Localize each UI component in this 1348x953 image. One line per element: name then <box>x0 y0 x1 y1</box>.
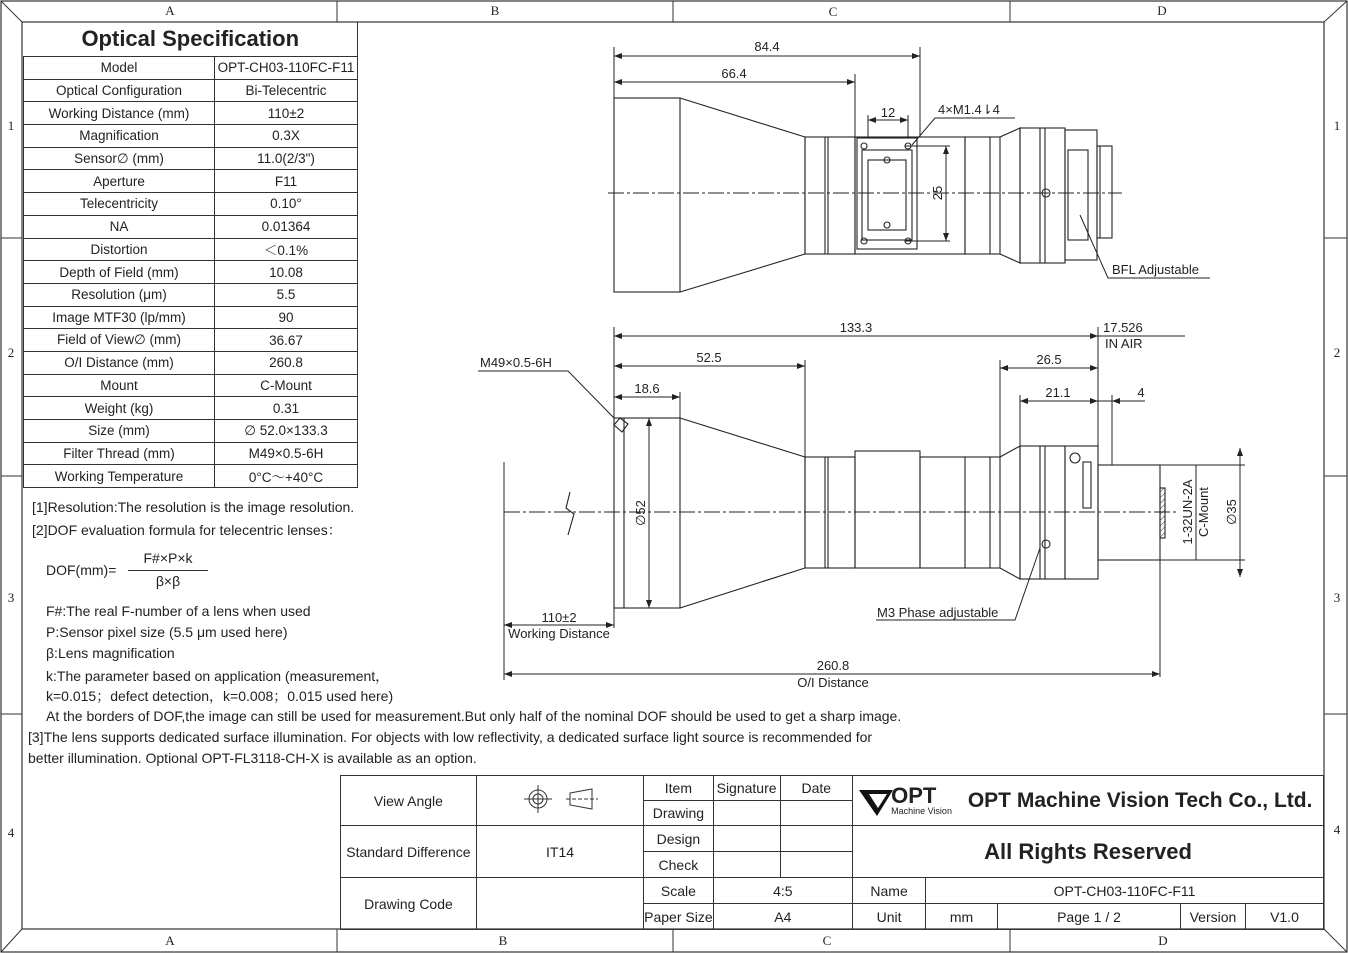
spec-value: 0°C～+40°C <box>215 465 358 488</box>
spec-label: Sensor∅ (mm) <box>24 147 215 170</box>
side-view <box>504 418 1178 608</box>
dof-numerator: F#×P×k <box>143 550 193 566</box>
dim-working-distance: 110±2 <box>541 610 577 625</box>
zone-col-a: A <box>165 3 175 18</box>
spec-value: 11.0(2/3") <box>215 147 358 170</box>
spec-value: Bi-Telecentric <box>215 79 358 102</box>
spec-value: 260.8 <box>215 351 358 374</box>
bfl-adjustable-label: BFL Adjustable <box>1112 262 1199 277</box>
spec-label: O/I Distance (mm) <box>24 351 215 374</box>
dim-17-526: 17.526 <box>1103 320 1143 335</box>
date-header: Date <box>780 776 853 801</box>
thread-unc-label: 1-32UN-2A <box>1180 479 1195 545</box>
version-label: Version <box>1180 904 1245 930</box>
dim-21-1: 21.1 <box>1045 385 1071 400</box>
spec-value: 90 <box>215 306 358 329</box>
spec-label: Weight (kg) <box>24 397 215 420</box>
spec-value: ∅ 52.0×133.3 <box>215 420 358 443</box>
name-label: Name <box>853 878 926 904</box>
all-rights-reserved: All Rights Reserved <box>853 826 1324 878</box>
item-header: Item <box>644 776 713 801</box>
zone-col-d-bottom: D <box>1158 933 1168 948</box>
note-p: P:Sensor pixel size (5.5 μm used here) <box>46 624 288 640</box>
dim-dia-35: ∅35 <box>1224 499 1239 525</box>
zone-col-c-bottom: C <box>822 933 832 948</box>
spec-value: F11 <box>215 170 358 193</box>
spec-value: 0.01364 <box>215 215 358 238</box>
view-angle-label: View Angle <box>341 776 477 826</box>
zone-row-3: 3 <box>7 590 15 605</box>
note-beta: β:Lens magnification <box>46 645 175 661</box>
thread-callout: M49×0.5-6H <box>480 355 552 370</box>
zone-row-2: 2 <box>7 345 15 360</box>
zone-row-2-right: 2 <box>1333 345 1341 360</box>
company-name: OPT Machine Vision Tech Co., Ltd. <box>967 788 1313 812</box>
paper-size-label: Paper Size <box>644 904 713 930</box>
zone-col-d: D <box>1157 3 1167 18</box>
drawing-code-value <box>476 878 643 930</box>
dim-26-5: 26.5 <box>1036 352 1062 367</box>
dim-25: 25 <box>930 185 945 201</box>
spec-label: Aperture <box>24 170 215 193</box>
spec-label: Telecentricity <box>24 193 215 216</box>
dim-133-3: 133.3 <box>839 320 873 335</box>
drawing-code-label: Drawing Code <box>341 878 477 930</box>
spec-label: Optical Configuration <box>24 79 215 102</box>
zone-row-4: 4 <box>7 825 15 840</box>
note-k2: k=0.015；defect detection，k=0.008；0.015 used here) <box>46 688 394 704</box>
drawing-row-label: Drawing <box>644 801 713 826</box>
spec-label: Field of View∅ (mm) <box>24 329 215 352</box>
note-dof: [2]DOF evaluation formula for telecentric lenses： <box>32 522 342 538</box>
note-illumination-1: [3]The lens supports dedicated surface illumination. For objects with low reflectivity, a dedicated surface light source is recommended for <box>28 729 873 745</box>
screw-callout: 4×M1.4⇂4 <box>938 102 1000 117</box>
standard-difference-value: IT14 <box>476 826 643 878</box>
note-border: At the borders of DOF,the image can still be used for measurement.But only half of the nominal DOF should be used to get a sharp image. <box>46 708 902 724</box>
design-row-label: Design <box>644 826 713 852</box>
dim-52-5: 52.5 <box>696 350 722 365</box>
spec-label: Filter Thread (mm) <box>24 442 215 465</box>
check-signature <box>713 852 780 878</box>
spec-value: 110±2 <box>215 102 358 125</box>
zone-row-4-right: 4 <box>1333 822 1341 837</box>
logo-text: OPT <box>891 783 937 808</box>
scale-label: Scale <box>644 878 713 904</box>
scale-value: 4:5 <box>713 878 852 904</box>
title-block <box>340 775 1324 930</box>
dof-denominator: β×β <box>155 573 181 589</box>
paper-size-value: A4 <box>713 904 852 930</box>
spec-value: 36.67 <box>215 329 358 352</box>
spec-value: C-Mount <box>215 374 358 397</box>
view-angle-symbol <box>476 776 643 826</box>
spec-label: Resolution (μm) <box>24 283 215 306</box>
zone-col-b: B <box>490 3 500 18</box>
unit-label: Unit <box>853 904 926 930</box>
name-value: OPT-CH03-110FC-F11 <box>926 878 1324 904</box>
spec-label: Working Temperature <box>24 465 215 488</box>
note-f: F#:The real F-number of a lens when used <box>46 603 311 619</box>
design-signature <box>713 826 780 852</box>
note-k1: k:The parameter based on application (measurement， <box>46 668 390 684</box>
standard-difference-label: Standard Difference <box>341 826 477 878</box>
drawing-date <box>780 801 853 826</box>
working-distance-label: Working Distance <box>508 626 610 641</box>
dim-4: 4 <box>1137 385 1145 400</box>
zone-row-1-right: 1 <box>1333 118 1341 133</box>
spec-label: Distortion <box>24 238 215 261</box>
spec-value: 10.08 <box>215 261 358 284</box>
spec-value: 5.5 <box>215 283 358 306</box>
top-view <box>608 98 1122 292</box>
spec-label: Magnification <box>24 125 215 148</box>
zone-col-b-bottom: B <box>498 933 508 948</box>
check-row-label: Check <box>644 852 713 878</box>
oi-distance-label: O/I Distance <box>797 675 869 690</box>
spec-title: Optical Specification <box>24 22 358 57</box>
spec-value: OPT-CH03-110FC-F11 <box>215 57 358 80</box>
check-date <box>780 852 853 878</box>
zone-col-a-bottom: A <box>165 933 175 948</box>
spec-value: 0.3X <box>215 125 358 148</box>
dim-oi-distance: 260.8 <box>816 658 850 673</box>
note-illumination-2: better illumination. Optional OPT-FL3118-CH-X is available as an option. <box>28 750 477 766</box>
spec-label: Depth of Field (mm) <box>24 261 215 284</box>
dim-84-4: 84.4 <box>754 39 780 54</box>
company-cell <box>853 776 1324 826</box>
dim-18-6: 18.6 <box>634 381 660 396</box>
opt-logo-icon <box>857 784 895 818</box>
spec-value: M49×0.5-6H <box>215 442 358 465</box>
dim-dia-52: ∅52 <box>633 500 648 526</box>
logo-subtext: Machine Vision <box>891 806 952 816</box>
spec-label: Size (mm) <box>24 420 215 443</box>
drawing-signature <box>713 801 780 826</box>
page-number: Page 1 / 2 <box>998 904 1181 930</box>
spec-value: 0.10° <box>215 193 358 216</box>
dof-lhs: DOF(mm)= <box>46 562 117 578</box>
spec-label: Model <box>24 57 215 80</box>
spec-label: Image MTF30 (lp/mm) <box>24 306 215 329</box>
in-air-label: IN AIR <box>1105 336 1143 351</box>
dim-12: 12 <box>880 105 896 120</box>
zone-row-3-right: 3 <box>1333 590 1341 605</box>
zone-row-1: 1 <box>7 118 15 133</box>
spec-label: Mount <box>24 374 215 397</box>
design-date <box>780 826 853 852</box>
note-resolution: [1]Resolution:The resolution is the image resolution. <box>32 499 355 515</box>
dim-66-4: 66.4 <box>721 66 747 81</box>
version-value: V1.0 <box>1245 904 1323 930</box>
spec-value: 0.31 <box>215 397 358 420</box>
unit-value: mm <box>926 904 998 930</box>
signature-header: Signature <box>713 776 780 801</box>
third-angle-projection-icon <box>510 784 610 814</box>
phase-adjustable-label: M3 Phase adjustable <box>877 605 999 620</box>
c-mount-label: C-Mount <box>1196 487 1211 537</box>
spec-label: Working Distance (mm) <box>24 102 215 125</box>
spec-value: ＜0.1% <box>215 238 358 261</box>
spec-label: NA <box>24 215 215 238</box>
zone-col-c: C <box>828 4 838 19</box>
